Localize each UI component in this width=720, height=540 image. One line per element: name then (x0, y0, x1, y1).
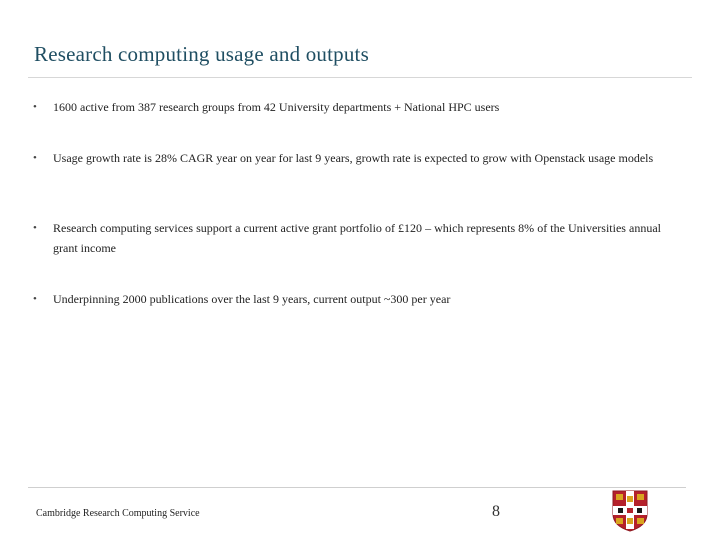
university-crest-icon (612, 490, 648, 532)
bullet-item: • Usage growth rate is 28% CAGR year on year for last 9 years, growth rate is expected to grow with Openstack usage models (33, 148, 653, 168)
bullet-item: • 1600 active from 387 research groups from 42 University departments + National HPC users (33, 97, 499, 117)
bullet-item: • Underpinning 2000 publications over the last 9 years, current output ~300 per year (33, 289, 450, 309)
page-number: 8 (492, 503, 500, 520)
footer-divider (28, 487, 686, 488)
bullet-item: • Research computing services support a current active grant portfolio of £120 – which represents 8% of the Universities annual grant income (33, 218, 661, 258)
slide-title: Research computing usage and outputs (34, 42, 369, 66)
footer-organization: Cambridge Research Computing Service (36, 508, 200, 519)
title-divider (28, 77, 692, 78)
